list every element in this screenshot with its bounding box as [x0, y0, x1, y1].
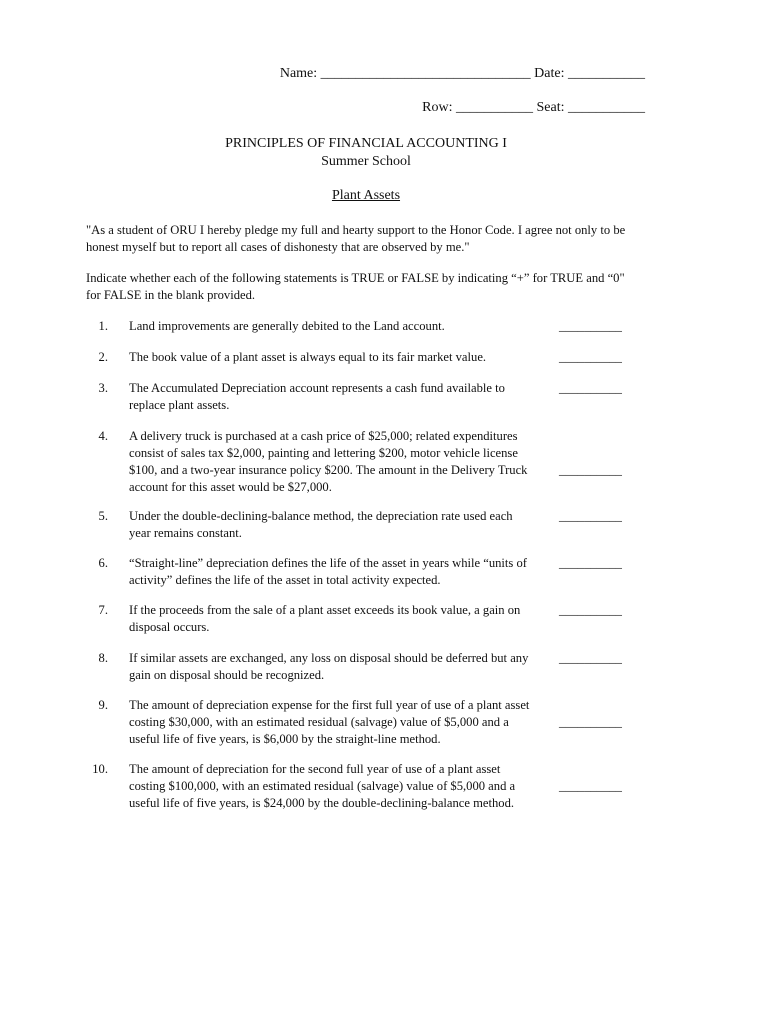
question-number: 6.	[98, 556, 108, 570]
question-text: The amount of depreciation for the second full year of use of a plant asset costing $100,000, with an estimated residual (salvage) value of $5,000 and a useful life of five years, is $24,000 by the double-declining-balance method.	[129, 762, 516, 810]
name-label: Name:	[279, 66, 318, 81]
answer-blank: __________	[559, 463, 622, 477]
question-text: The book value of a plant asset is always equal to its fair market value.	[129, 350, 487, 364]
date-label: Date:	[534, 66, 565, 81]
seat-label: Seat:	[536, 100, 565, 115]
row-label: Row:	[422, 100, 453, 115]
honor-pledge: "As a student of ORU I hereby pledge my full and hearty support to the Honor Code. I agree not only to be honest myself but to report all cases of dishonesty that are observed by me."	[86, 223, 626, 254]
answer-blank: __________	[559, 779, 622, 793]
answer-blank: __________	[559, 509, 622, 523]
question-text: Land improvements are generally debited to the Land account.	[129, 319, 445, 333]
question-number: 10.	[92, 762, 108, 776]
answer-blank: __________	[559, 603, 622, 617]
answer-blank: __________	[559, 715, 622, 729]
question-number: 2.	[98, 350, 108, 364]
question-number: 3.	[98, 381, 108, 395]
question-number: 1.	[98, 319, 108, 333]
question-text: If similar assets are exchanged, any loss on disposal should be deferred but any gain on disposal should be recognized.	[129, 651, 529, 682]
answer-blank: __________	[559, 350, 622, 364]
course-title: PRINCIPLES OF FINANCIAL ACCOUNTING I	[225, 136, 507, 151]
instructions: Indicate whether each of the following statements is TRUE or FALSE by indicating “+” for TRUE and “0" for FALSE in the blank provided.	[86, 271, 625, 302]
name-blank: ______________________________	[320, 66, 531, 81]
answer-blank: __________	[559, 556, 622, 570]
question-number: 4.	[98, 429, 108, 443]
question-text: The Accumulated Depreciation account represents a cash fund available to replace plant assets.	[129, 381, 505, 412]
question-text: Under the double-declining-balance method, the depreciation rate used each year remains constant.	[129, 509, 513, 540]
question-number: 7.	[98, 603, 108, 617]
row-seat-line	[422, 100, 645, 116]
answer-blank: __________	[559, 381, 622, 395]
seat-blank: ___________	[568, 100, 645, 115]
answer-blank: __________	[559, 651, 622, 665]
document-title: Plant Assets	[331, 188, 401, 203]
question-number: 5.	[98, 509, 108, 523]
row-blank: ___________	[456, 100, 533, 115]
name-date-line	[280, 66, 645, 82]
question-text: “Straight-line” depreciation defines the life of the asset in years while “units of activity” defines the life of the asset in total activity expected.	[129, 556, 527, 587]
question-text: A delivery truck is purchased at a cash price of $25,000; related expenditures consist of sales tax $2,000, painting and lettering $200, motor vehicle license $100, and a two-year insurance policy $200. The amount in the Delivery Truck account for this asset would be $27,000.	[129, 429, 528, 494]
answer-blank: __________	[559, 319, 622, 333]
date-blank: ___________	[568, 66, 645, 81]
course-subtitle: Summer School	[321, 154, 411, 169]
question-text: The amount of depreciation expense for the first full year of use of a plant asset costing $30,000, with an estimated residual (salvage) value of $5,000 and a useful life of five years, is $6,000 by the straight-line method.	[129, 698, 530, 746]
question-number: 8.	[98, 651, 108, 665]
question-text: If the proceeds from the sale of a plant asset exceeds its book value, a gain on disposal occurs.	[129, 603, 521, 634]
question-number: 9.	[98, 698, 108, 712]
